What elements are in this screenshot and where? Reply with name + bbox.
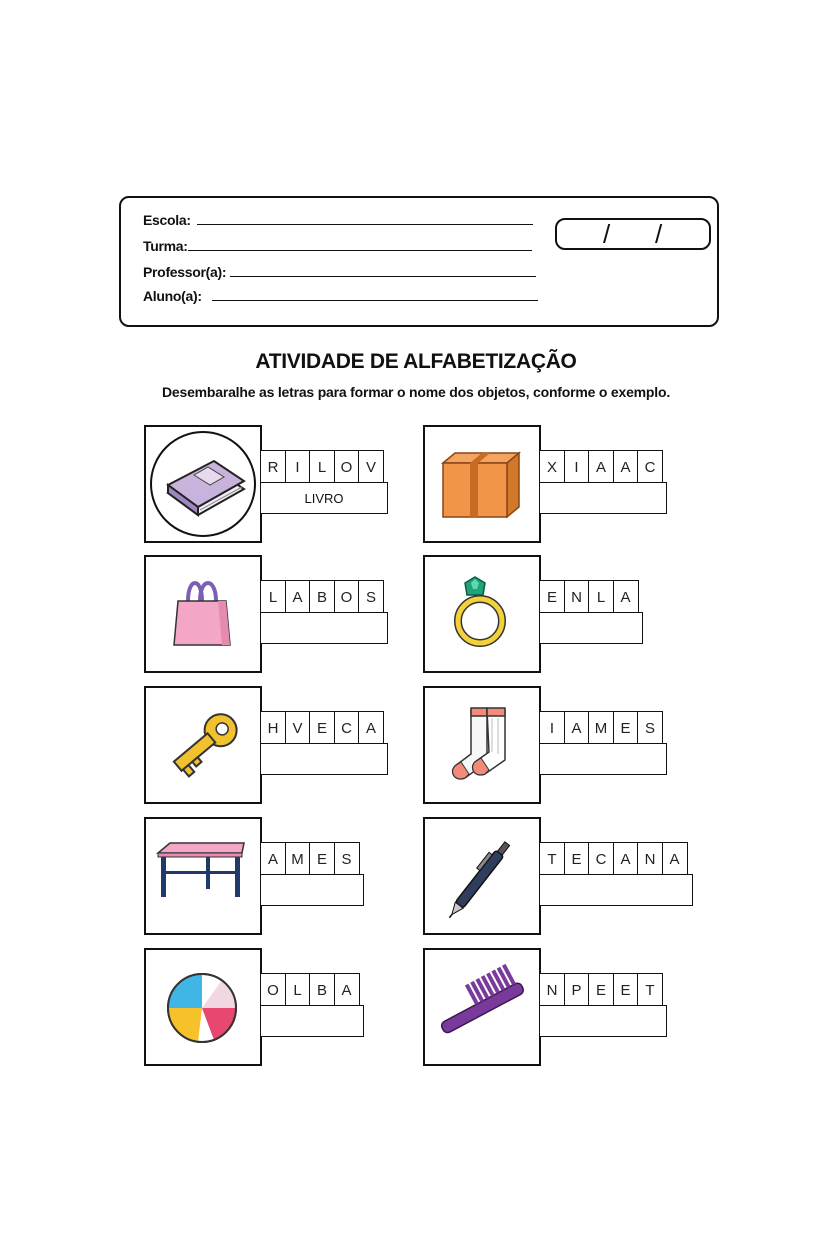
image-box bbox=[144, 948, 262, 1066]
key-icon bbox=[146, 688, 260, 802]
image-box bbox=[423, 817, 541, 935]
letter-tile: R bbox=[260, 450, 286, 484]
pen-icon bbox=[425, 819, 539, 933]
answer-box[interactable] bbox=[539, 482, 667, 514]
ring-icon bbox=[425, 557, 539, 671]
letter-tile: O bbox=[260, 973, 286, 1007]
letter-tile: V bbox=[285, 711, 311, 745]
letter-tile: N bbox=[539, 973, 565, 1007]
letter-tile: I bbox=[539, 711, 565, 745]
letter-tile: O bbox=[334, 580, 360, 614]
letter-tile: E bbox=[539, 580, 565, 614]
header-box bbox=[119, 196, 719, 327]
letter-tile: A bbox=[285, 580, 311, 614]
letter-tile: E bbox=[613, 973, 639, 1007]
bag-icon bbox=[146, 557, 260, 671]
letter-tile: I bbox=[285, 450, 311, 484]
date-slash: / bbox=[655, 219, 663, 249]
student-label: Aluno(a): bbox=[143, 288, 202, 304]
letter-tile: E bbox=[309, 842, 335, 876]
letter-tile: A bbox=[662, 842, 688, 876]
teacher-label: Professor(a): bbox=[143, 264, 227, 280]
scrambled-letters bbox=[260, 711, 384, 745]
image-box bbox=[423, 425, 541, 543]
letter-tile: B bbox=[309, 580, 335, 614]
letter-tile: M bbox=[285, 842, 311, 876]
socks-icon bbox=[425, 688, 539, 802]
letter-tile: E bbox=[588, 973, 614, 1007]
answer-box[interactable] bbox=[260, 1005, 364, 1037]
box-icon bbox=[425, 427, 539, 541]
image-box bbox=[144, 425, 262, 543]
exercise-item bbox=[144, 948, 404, 1066]
image-box bbox=[144, 555, 262, 673]
letter-tile: E bbox=[309, 711, 335, 745]
answer-box[interactable] bbox=[539, 1005, 667, 1037]
answer-box[interactable]: LIVRO bbox=[260, 482, 388, 514]
teacher-line[interactable] bbox=[230, 276, 536, 277]
table-icon bbox=[146, 819, 260, 933]
letter-tile: E bbox=[613, 711, 639, 745]
book-icon bbox=[146, 427, 260, 541]
school-label: Escola: bbox=[143, 212, 191, 228]
letter-tile: S bbox=[637, 711, 663, 745]
exercise-item bbox=[423, 425, 683, 543]
scrambled-letters bbox=[260, 580, 384, 614]
image-box bbox=[423, 555, 541, 673]
letter-tile: T bbox=[539, 842, 565, 876]
answer-box[interactable] bbox=[539, 743, 667, 775]
letter-tile: X bbox=[539, 450, 565, 484]
class-field[interactable] bbox=[143, 238, 532, 254]
exercise-item bbox=[144, 425, 404, 543]
exercise-item bbox=[144, 686, 404, 804]
class-label: Turma: bbox=[143, 238, 188, 254]
exercise-item bbox=[423, 686, 683, 804]
letter-tile: L bbox=[588, 580, 614, 614]
date-box[interactable] bbox=[555, 218, 711, 250]
scrambled-letters bbox=[539, 973, 663, 1007]
letter-tile: S bbox=[334, 842, 360, 876]
letter-tile: I bbox=[564, 450, 590, 484]
image-box bbox=[144, 686, 262, 804]
scrambled-letters bbox=[539, 711, 663, 745]
scrambled-letters bbox=[539, 842, 688, 876]
ball-icon bbox=[146, 950, 260, 1064]
exercise-item bbox=[144, 817, 404, 935]
scrambled-letters bbox=[260, 450, 384, 484]
letter-tile: N bbox=[564, 580, 590, 614]
school-field[interactable] bbox=[143, 212, 533, 228]
comb-icon bbox=[425, 950, 539, 1064]
letter-tile: H bbox=[260, 711, 286, 745]
letter-tile: L bbox=[309, 450, 335, 484]
letter-tile: A bbox=[613, 580, 639, 614]
image-box bbox=[423, 948, 541, 1066]
letter-tile: C bbox=[637, 450, 663, 484]
letter-tile: O bbox=[334, 450, 360, 484]
letter-tile: C bbox=[588, 842, 614, 876]
exercise-item bbox=[423, 555, 683, 673]
student-line[interactable] bbox=[212, 300, 538, 301]
exercise-item bbox=[423, 817, 683, 935]
page-title: ATIVIDADE DE ALFABETIZAÇÃO bbox=[255, 350, 577, 373]
answer-box[interactable] bbox=[260, 612, 388, 644]
student-field[interactable] bbox=[143, 288, 538, 304]
answer-box[interactable] bbox=[539, 612, 643, 644]
image-box bbox=[144, 817, 262, 935]
letter-tile: B bbox=[309, 973, 335, 1007]
letter-tile: L bbox=[260, 580, 286, 614]
answer-box[interactable] bbox=[260, 874, 364, 906]
scrambled-letters bbox=[539, 450, 663, 484]
letter-tile: A bbox=[613, 450, 639, 484]
letter-tile: V bbox=[358, 450, 384, 484]
class-line[interactable] bbox=[188, 250, 532, 251]
letter-tile: T bbox=[637, 973, 663, 1007]
image-box bbox=[423, 686, 541, 804]
answer-box[interactable] bbox=[539, 874, 693, 906]
answer-box[interactable] bbox=[260, 743, 388, 775]
letter-tile: N bbox=[637, 842, 663, 876]
school-line[interactable] bbox=[197, 224, 533, 225]
letter-tile: A bbox=[358, 711, 384, 745]
letter-tile: C bbox=[334, 711, 360, 745]
letter-tile: A bbox=[588, 450, 614, 484]
scrambled-letters bbox=[539, 580, 639, 614]
instructions-text: Desembaralhe as letras para formar o nome dos objetos, conforme o exemplo. bbox=[161, 384, 671, 400]
exercise-item bbox=[144, 555, 404, 673]
scrambled-letters bbox=[260, 842, 360, 876]
teacher-field[interactable] bbox=[143, 264, 536, 280]
exercise-item bbox=[423, 948, 683, 1066]
date-slash: / bbox=[603, 219, 611, 249]
letter-tile: L bbox=[285, 973, 311, 1007]
letter-tile: E bbox=[564, 842, 590, 876]
letter-tile: M bbox=[588, 711, 614, 745]
scrambled-letters bbox=[260, 973, 360, 1007]
letter-tile: S bbox=[358, 580, 384, 614]
letter-tile: A bbox=[564, 711, 590, 745]
letter-tile: A bbox=[334, 973, 360, 1007]
letter-tile: A bbox=[613, 842, 639, 876]
letter-tile: A bbox=[260, 842, 286, 876]
letter-tile: P bbox=[564, 973, 590, 1007]
